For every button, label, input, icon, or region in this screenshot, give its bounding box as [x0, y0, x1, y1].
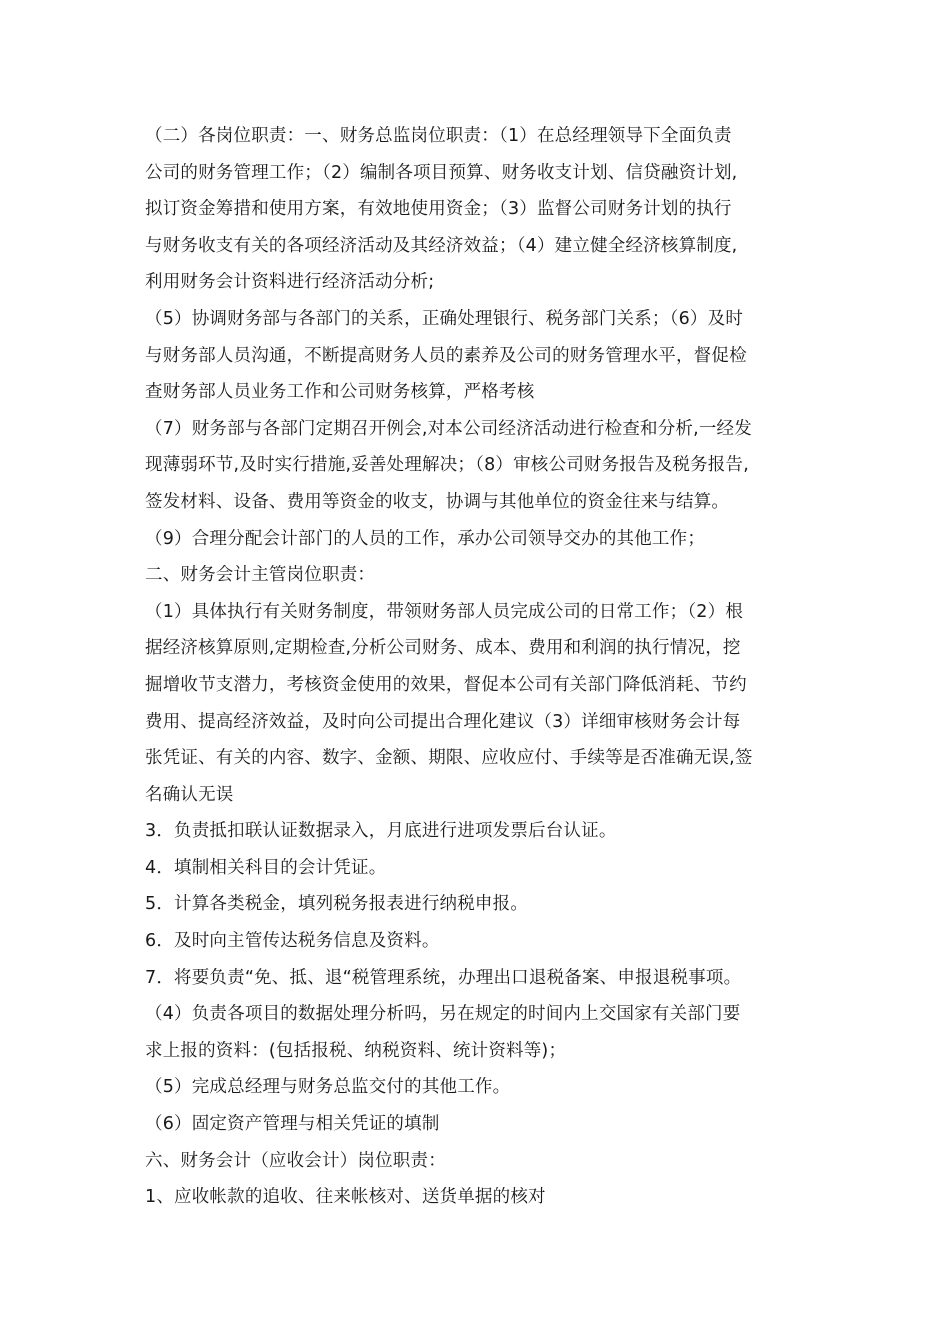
text-line: 求上报的资料：(包括报税、纳税资料、统计资料等)； — [145, 1040, 567, 1061]
text-line: 与财务收支有关的各项经济活动及其经济效益；（4）建立健全经济核算制度, — [145, 235, 738, 256]
text-line: （5）完成总经理与财务总监交付的其他工作。 — [145, 1077, 511, 1098]
text-line: 掘增收节支潜力，考核资金使用的效果，督促本公司有关部门降低消耗、节约 — [145, 674, 747, 695]
list-item: 4．填制相关科目的会计凭证。 — [145, 857, 387, 878]
text-line: 张凭证、有关的内容、数字、金额、期限、应收应付、手续等是否准确无误,签 — [145, 748, 753, 769]
text-line: 查财务部人员业务工作和公司财务核算，严格考核 — [145, 382, 535, 403]
text-line: 公司的财务管理工作；（2）编制各项目预算、财务收支计划、信贷融资计划, — [145, 162, 738, 183]
text-line: （二）各岗位职责：一、财务总监岗位职责：（1）在总经理领导下全面负责 — [145, 126, 732, 146]
text-line: 费用、提高经济效益，及时向公司提出合理化建议（3）详细审核财务会计每 — [145, 711, 741, 732]
text-line: 签发材料、设备、费用等资金的收支，协调与其他单位的资金往来与结算。 — [145, 491, 730, 512]
text-line: 名确认无误 — [145, 784, 234, 805]
text-line: 利用财务会计资料进行经济活动分析; — [145, 272, 435, 293]
text-line: 拟订资金筹措和使用方案，有效地使用资金；（3）监督公司财务计划的执行 — [145, 199, 732, 220]
section-heading: 二、财务会计主管岗位职责： — [145, 565, 376, 586]
text-line: 据经济核算原则,定期检查,分析公司财务、成本、费用和利润的执行情况，挖 — [145, 638, 741, 659]
text-line: （9）合理分配会计部门的人员的工作，承办公司领导交办的其他工作； — [145, 528, 706, 549]
list-item: 6．及时向主管传达税务信息及资料。 — [145, 931, 440, 952]
section-heading: 六、财务会计（应收会计）岗位职责： — [145, 1150, 446, 1171]
document-body — [145, 118, 810, 1216]
list-item: 1、应收帐款的追收、往来帐核对、送货单据的核对 — [145, 1187, 546, 1208]
text-line: （5）协调财务部与各部门的关系，正确处理银行、税务部门关系；（6）及时 — [145, 308, 744, 329]
text-line: （1）具体执行有关财务制度，带领财务部人员完成公司的日常工作；（2）根 — [145, 601, 744, 622]
text-line: 现薄弱环节,及时实行措施,妥善处理解决；（8）审核公司财务报告及税务报告, — [145, 455, 749, 476]
list-item: 3．负责抵扣联认证数据录入，月底进行进项发票后台认证。 — [145, 821, 617, 842]
list-item: 7．将要负责“免、抵、退“税管理系统，办理出口退税备案、申报退税事项。 — [145, 967, 742, 988]
list-item: 5．计算各类税金，填列税务报表进行纳税申报。 — [145, 894, 529, 915]
text-line: （7）财务部与各部门定期召开例会,对本公司经济活动进行检查和分析,一经发 — [145, 418, 752, 439]
text-line: （4）负责各项目的数据处理分析吗，另在规定的时间内上交国家有关部门要 — [145, 1004, 741, 1025]
text-line: （6）固定资产管理与相关凭证的填制 — [145, 1114, 440, 1135]
text-line: 与财务部人员沟通，不断提高财务人员的素养及公司的财务管理水平，督促检 — [145, 345, 747, 366]
